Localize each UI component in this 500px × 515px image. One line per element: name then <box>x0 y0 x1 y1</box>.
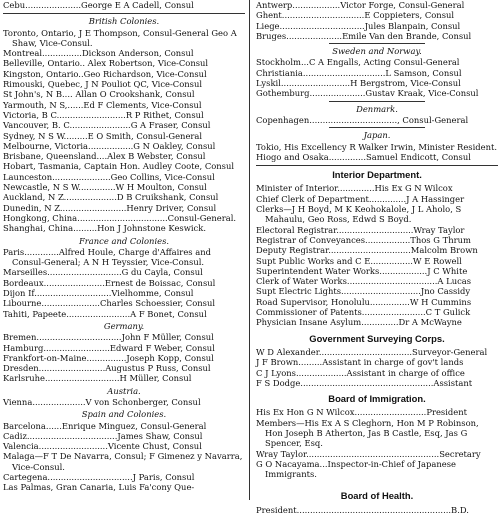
department-heading-interior: Interior Department. <box>332 169 422 181</box>
list-item: Libourne......................Charles Schoessier, Consul <box>3 298 216 309</box>
list-item: Tokio, His Excellency R Walker Irwin, Minister Resident. <box>256 141 497 152</box>
list-item: Christiania...............................L Samson, Consul <box>256 67 462 78</box>
section-heading-spain: Spain and Colonies. <box>81 409 167 420</box>
list-item: Brisbane, Queensland....Alex B Webster, Consul <box>3 151 206 162</box>
department-heading-immigration: Board of Immigration. <box>328 393 426 405</box>
list-item: Yarmouth, N S,......Ed F Clements, Vice-Consul <box>3 99 202 110</box>
list-item: Registrar of Conveyances.................Thos G Thrum <box>256 234 471 245</box>
list-item: Hongkong, China..................................Consul-General. <box>3 212 237 223</box>
list-item: J F Brown.........Assistant in charge of gov't lands <box>256 357 464 368</box>
list-item: Barcelona......Enrique Minguez, Consul-General <box>3 420 207 431</box>
department-heading-health: Board of Health. <box>340 490 414 502</box>
section-heading-austria: Austria. <box>107 385 141 396</box>
list-item: Vienna....................V von Schonberger, Consul <box>3 396 201 407</box>
list-item: F S Dodge..................................................Assistant <box>256 377 473 388</box>
list-item: Marseilles............................G du Cayla, Consul <box>3 267 203 278</box>
list-item: Lyskil..........................H Bergstrom, Vice-Consul <box>256 78 461 89</box>
list-item: Clerk of Water Works..................................A Lucas <box>256 276 472 287</box>
list-item: Malaga—F T De Navarra, Consul; F Gimenez y Navarra, Vice-Consul. <box>3 451 243 472</box>
list-item: Physician Insane Asylum..............Dr A McWayne <box>256 317 462 328</box>
list-item: Supt Electric Lights..............................Jno Cassidy <box>256 286 471 297</box>
list-item: Road Supervisor, Honolulu...............W H Cummins <box>256 296 472 307</box>
list-item: Hiogo and Osaka..............Samuel Endicott, Consul <box>256 151 471 162</box>
list-item: Karlsruhe............................H Müller, Consul <box>3 373 192 384</box>
list-item: Sydney, N S W.........E O Smith, Consul-General <box>3 130 203 141</box>
left-column <box>0 0 249 500</box>
list-item: C J Lyons...................Assistant in charge of office <box>256 367 465 378</box>
list-item: Dresden.........................Augustus P Russ, Consul <box>3 363 211 374</box>
list-item: Shanghai, China.........Hon J Johnstone Keswick. <box>3 223 206 234</box>
list-item: Melbourne, Victoria.................G N Oakley, Consul <box>3 140 216 151</box>
list-item: Superintendent Water Works..................J C White <box>256 265 468 276</box>
section-heading-denmark: Denmark. <box>356 103 398 114</box>
right-column <box>250 0 500 515</box>
list-item: Frankfort-on-Maine...............Joseph Kopp, Consul <box>3 352 214 363</box>
list-item: Copenhagen................................., Consul-General <box>256 114 469 125</box>
section-heading-japan: Japan. <box>363 130 391 141</box>
list-item: Bremen................................John F Müller, Consul <box>3 332 214 343</box>
list-item: Electoral Registrar.............................Wray Taylor <box>256 224 465 235</box>
list-item: Auckland, N Z....................D B Cruikshank, Consul <box>3 192 219 203</box>
list-item: Victoria, B C..........................R P Rithet, Consul <box>3 109 204 120</box>
list-item: Vancouver, B. C.......................G A Fraser, Consul <box>3 120 211 131</box>
department-heading-surveying: Government Surveying Corps. <box>309 332 445 344</box>
list-item: Supt Public Works and C E................W E Rowell <box>256 255 462 266</box>
list-item: Chief Clerk of Department..............J A Hassinger <box>256 193 465 204</box>
list-item: St John's, N B.... Allan O Crookshank, Consul <box>3 89 195 100</box>
list-item: Dunedin, N Z.........................Henry Driver, Consul <box>3 202 217 213</box>
list-item: Gothemburg.....................Gustav Kraak, Vice-Consul <box>256 88 479 99</box>
list-item: Paris.............Alfred Houle, Charge d'Affaires and Consul-General; A N H Teyssier, Vice-Consul. <box>3 246 211 268</box>
section-heading-germany: Germany. <box>103 320 145 331</box>
list-item: Dijon If.............................Vielhomme, Consul <box>3 288 194 299</box>
section-divider <box>329 101 426 102</box>
list-item: Launceston......................Geo Collins, Vice-Consul <box>3 171 215 182</box>
list-item: W D Alexander...................................Surveyor-General <box>256 346 488 357</box>
list-item: His Ex Hon G N Wilcox...........................President <box>256 407 467 418</box>
section-divider <box>3 13 245 14</box>
list-item: Toronto, Ontario, J E Thompson, Consul-General Geo A Shaw, Vice-Consul. <box>3 27 237 48</box>
list-item: Minister of Interior..............His Ex G N Wilcox <box>256 183 453 194</box>
list-item: Wray Taylor..................................................Secretary <box>256 448 481 459</box>
list-item: Las Palmas, Gran Canaria, Luis Fa'cony Que- <box>3 482 195 493</box>
list-item: Liege................................Jules Blanpain, Consul <box>256 20 461 31</box>
list-item: Tahiti, Papeete........................A F Bonet, Consul <box>3 308 207 319</box>
list-item: Antwerp..................Victor Forge, Consul-General <box>256 0 465 10</box>
list-item: Cartegena................................J Paris, Consul <box>3 472 195 483</box>
list-item: Bruges.....................Emile Van den Brande, Consul <box>256 30 472 41</box>
section-heading-sweden-norway: Sweden and Norway. <box>332 46 422 57</box>
list-item: Members—His Ex A S Cleghorn, Hon M P Robinson, Hon Joseph B Atherton, Jas B Castle, Esq, Jas G Spencer, Esq. <box>256 417 479 449</box>
list-item: Valencia..........................Vicente Chust, Consul <box>3 441 202 452</box>
section-divider <box>256 165 498 166</box>
list-item: Cadiz..................................James Shaw, Consul <box>3 430 203 441</box>
list-item: Stockholm...C A Engalls, Acting Consul-General <box>256 57 460 68</box>
section-divider <box>329 43 426 44</box>
list-item: President..........................................................B.D. <box>256 504 469 515</box>
list-item: Kingston, Ontario..Geo Richardson, Vice-Consul <box>3 68 207 79</box>
list-item: Montreal...............Dickson Anderson, Consul <box>3 48 194 59</box>
list-item: Hamburg.........................Edward F Weber, Consul <box>3 342 215 353</box>
list-item: Hobart, Tasmania, Captain Hon. Audley Coote, Consul <box>3 161 235 172</box>
list-item: Ghent...............................E Coppieters, Consul <box>256 10 455 21</box>
section-divider <box>329 127 426 128</box>
entry-cebu: Cebu.....................George E A Cadell, Consul <box>3 0 194 10</box>
list-item: Belleville, Ontario.. Alex Robertson, Vice-Consul <box>3 58 209 69</box>
list-item: Bordeaux.......................Ernest de Boissac, Consul <box>3 277 216 288</box>
list-item: Deputy Registrar...............................Malcolm Brown <box>256 245 478 256</box>
section-heading-british-colonies: British Colonies. <box>88 16 160 27</box>
list-item: Commissioner of Patents........................C T Gulick <box>256 307 471 318</box>
section-heading-france: France and Colonies. <box>78 235 170 246</box>
list-item: Clerks—J H Boyd, M K Keohokalole, J L Aholo, S Mahaulu, Geo Ross, Edwd S Boyd. <box>256 204 462 225</box>
list-item: G O Nacayama...Inspector-in-Chief of Japanese Immigrants. <box>256 458 456 480</box>
list-item: Newcastle, N S W..............W H Moulton, Consul <box>3 182 207 193</box>
list-item: Rimouski, Quebec, J N Pouliot QC, Vice-Consul <box>3 79 203 90</box>
